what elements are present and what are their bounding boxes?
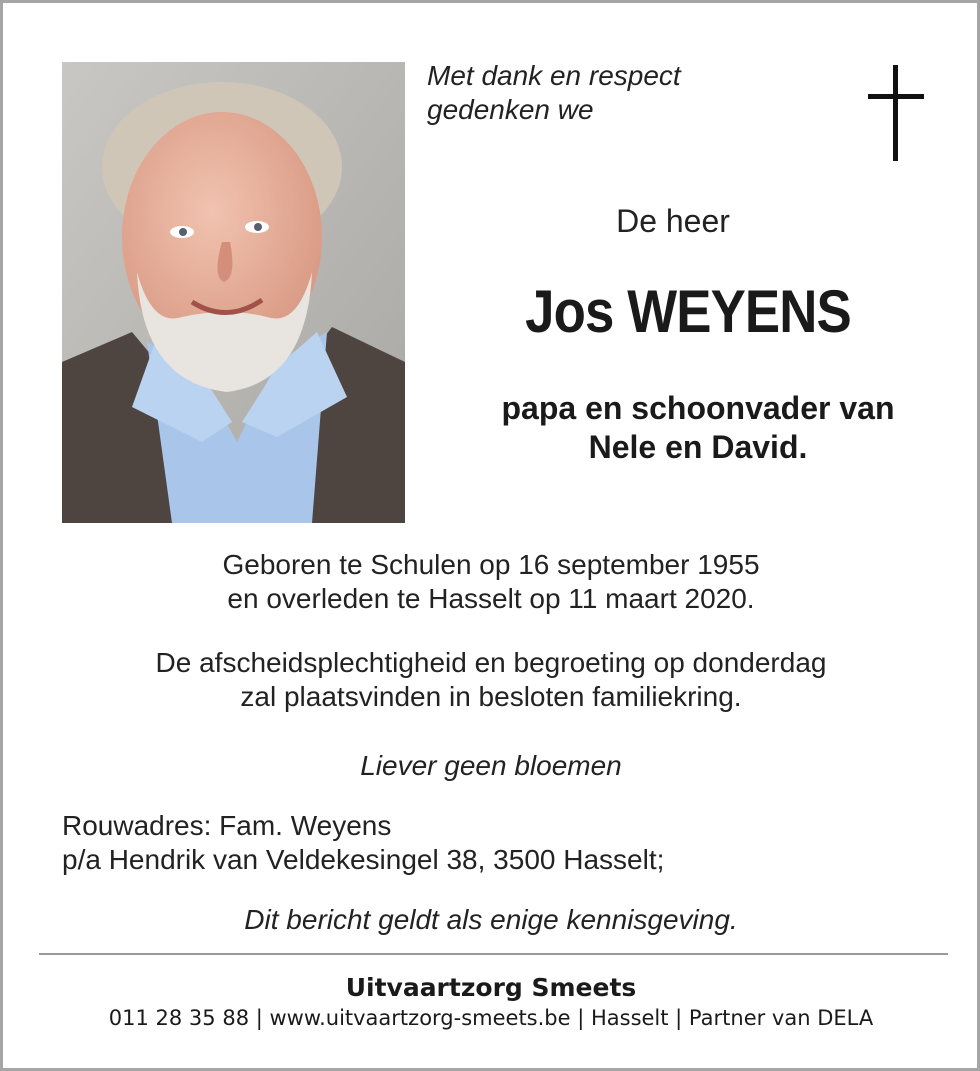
intro-line-1: Met dank en respect: [427, 60, 681, 91]
footer-divider: [39, 953, 948, 955]
relation-line-1: papa en schoonvader van: [501, 390, 895, 426]
cross-icon: [868, 65, 924, 161]
intro-line-2: gedenken we: [427, 94, 594, 125]
address-line-1: Rouwadres: Fam. Weyens: [62, 810, 392, 841]
flowers-note: Liever geen bloemen: [360, 750, 622, 781]
undertaker-contact: 011 28 35 88 | www.uitvaartzorg-smeets.be | Hasselt | Partner van DELA: [108, 1006, 874, 1030]
salutation: De heer: [616, 203, 730, 239]
ceremony-text: [3, 646, 979, 714]
deceased-name: Jos WEYENS: [525, 278, 851, 345]
mourning-address: [62, 809, 664, 877]
notice-text: Dit bericht geldt als enige kennisgeving.: [244, 904, 738, 935]
relation-text: [423, 389, 973, 467]
intro-text: [427, 59, 681, 127]
undertaker-name: Uitvaartzorg Smeets: [345, 973, 637, 1002]
born-line-2: en overleden te Hasselt op 11 maart 2020.: [227, 583, 755, 614]
born-line-1: Geboren te Schulen op 16 september 1955: [222, 549, 760, 580]
birth-death-text: [3, 548, 979, 616]
ceremony-line-1: De afscheidsplechtigheid en begroeting op donderdag: [155, 647, 827, 678]
relation-line-2: Nele en David.: [588, 429, 808, 465]
address-line-2: p/a Hendrik van Veldekesingel 38, 3500 Hasselt;: [62, 844, 665, 875]
ceremony-line-2: zal plaatsvinden in besloten familiekring.: [240, 681, 742, 712]
portrait-photo: [62, 62, 405, 523]
